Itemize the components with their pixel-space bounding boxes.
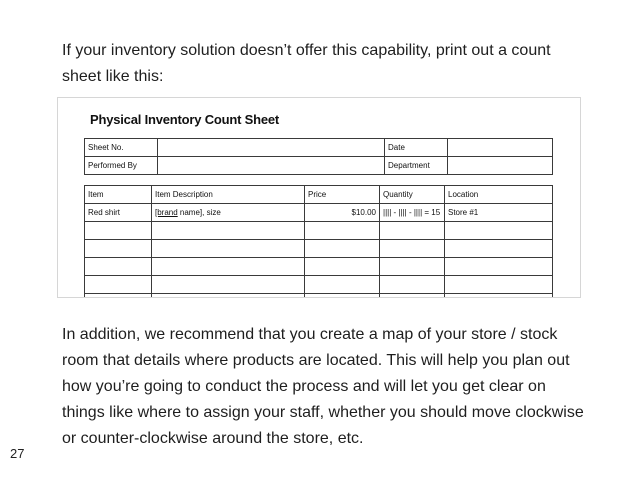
table-row (85, 204, 553, 222)
quantity-cell (380, 276, 445, 294)
header-label: Sheet No. (85, 139, 158, 157)
description-cell (152, 276, 305, 294)
header-label: Date (385, 139, 448, 157)
table-row (85, 222, 553, 240)
price-cell (305, 240, 380, 258)
item-cell: Red shirt (85, 204, 152, 222)
table-row (85, 294, 553, 299)
header-label: Performed By (85, 157, 158, 175)
location-cell (445, 222, 553, 240)
quantity-cell (380, 258, 445, 276)
inventory-items-table (84, 185, 553, 298)
price-cell (305, 222, 380, 240)
description-link-text: [brand (155, 208, 178, 217)
location-cell (445, 294, 553, 299)
column-header: Item (85, 186, 152, 204)
header-value (448, 157, 553, 175)
column-header: Item Description (152, 186, 305, 204)
price-cell: $10.00 (305, 204, 380, 222)
header-label: Department (385, 157, 448, 175)
header-row-performed-by (85, 157, 553, 175)
quantity-cell (380, 240, 445, 258)
item-cell (85, 222, 152, 240)
page-number: 27 (10, 446, 25, 461)
location-cell (445, 276, 553, 294)
description-cell (152, 240, 305, 258)
column-header: Quantity (380, 186, 445, 204)
price-cell (305, 258, 380, 276)
location-cell (445, 240, 553, 258)
header-row-sheet-no (85, 139, 553, 157)
table-row (85, 258, 553, 276)
item-cell (85, 276, 152, 294)
quantity-cell (380, 294, 445, 299)
item-cell (85, 294, 152, 299)
count-sheet-title: Physical Inventory Count Sheet (90, 112, 280, 127)
body-paragraph: In addition, we recommend that you create a map of your store / stock room that details where products are located. This will help you plan out how you’re going to conduct the process and will let you get clear on things like where to assign your staff, whether you should move clockwise or counter-clockwise around the store, etc. (62, 326, 584, 447)
quantity-cell (380, 222, 445, 240)
description-text: name], size (177, 208, 221, 217)
sheet-header-table (84, 138, 553, 175)
price-cell (305, 276, 380, 294)
table-row (85, 276, 553, 294)
column-header: Location (445, 186, 553, 204)
count-sheet-image (57, 97, 581, 298)
location-cell (445, 258, 553, 276)
location-cell: Store #1 (445, 204, 553, 222)
header-value (158, 157, 385, 175)
description-cell (152, 204, 305, 222)
quantity-cell: |||| - |||| - |||| = 15 (380, 204, 445, 222)
header-value (158, 139, 385, 157)
item-cell (85, 258, 152, 276)
description-cell (152, 222, 305, 240)
description-cell (152, 294, 305, 299)
table-row (85, 240, 553, 258)
intro-paragraph: If your inventory solution doesn’t offer this capability, print out a count sheet like this: (62, 42, 551, 85)
column-header: Price (305, 186, 380, 204)
description-cell (152, 258, 305, 276)
price-cell (305, 294, 380, 299)
item-cell (85, 240, 152, 258)
column-header-row (85, 186, 553, 204)
header-value (448, 139, 553, 157)
